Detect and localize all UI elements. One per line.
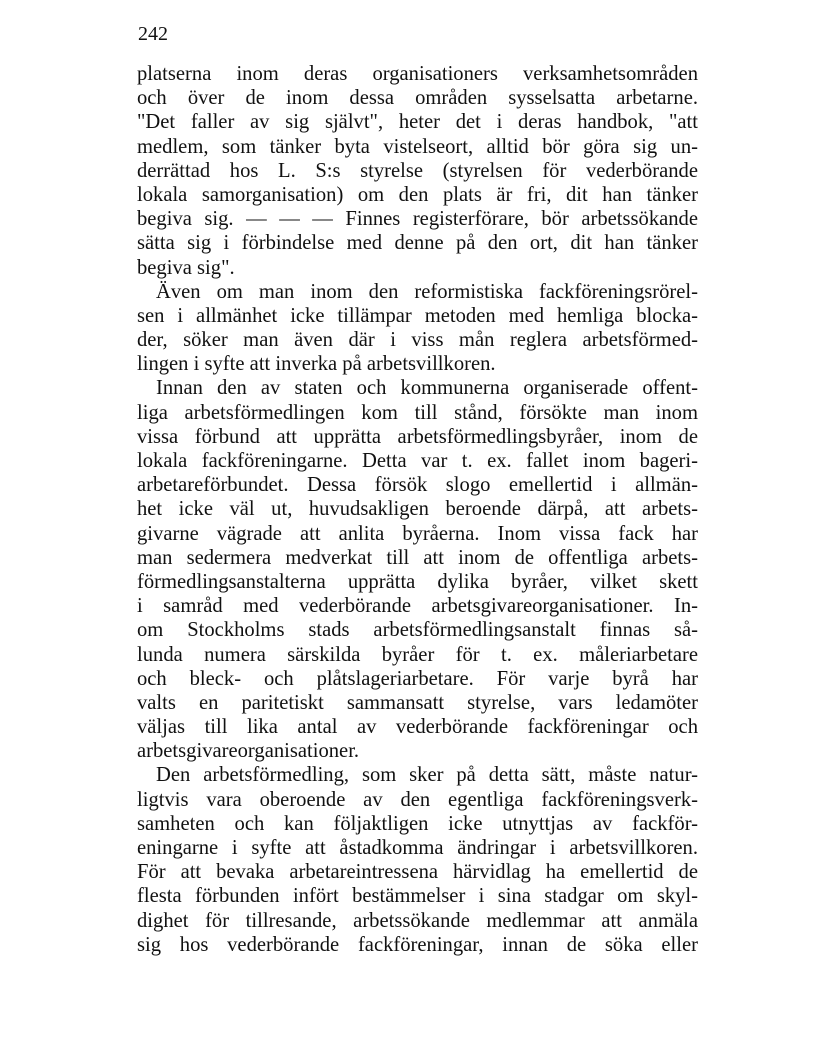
page-number: 242 bbox=[138, 23, 168, 45]
text-line: Även om man inom den reformistiska fackföreningsrörel- bbox=[156, 280, 698, 303]
text-line: om Stockholms stads arbetsförmedlingsanstalt finnas så- bbox=[137, 619, 698, 642]
text-line: flesta förbunden infört bestämmelser i sina stadgar om skyl- bbox=[137, 885, 698, 908]
text-line: sätta sig i förbindelse med denne på den ort, dit han tänker bbox=[137, 232, 698, 255]
text-line: platserna inom deras organisationers verksamhetsområden bbox=[137, 63, 698, 85]
text-line: der, söker man även där i viss mån reglera arbetsförmed- bbox=[137, 329, 698, 352]
text-line: lingen i syfte att inverka på arbetsvillkoren. bbox=[137, 353, 496, 376]
text-line: eningarne i syfte att åstadkomma ändringar i arbetsvillkoren. bbox=[137, 837, 698, 859]
text-line: arbetareförbundet. Dessa försök slogo emellertid i allmän- bbox=[137, 474, 698, 497]
text-line: arbetsgivareorganisationer. bbox=[137, 740, 360, 763]
text-line: förmedlingsanstalterna upprätta dylika byråer, vilket skett bbox=[137, 570, 698, 593]
text-line: derrättad hos L. S:s styrelse (styrelsen för vederbörande bbox=[137, 159, 698, 182]
text-line: sen i allmänhet icke tillämpar metoden med hemliga blocka- bbox=[137, 304, 698, 327]
text-line: "Det faller av sig självt", heter det i deras handbok, "att bbox=[137, 111, 698, 134]
text-line: väljas till lika antal av vederbörande fackföreningar och bbox=[137, 716, 698, 739]
text-line: liga arbetsförmedlingen kom till stånd, försökte man inom bbox=[137, 401, 698, 424]
body-text bbox=[137, 62, 698, 957]
text-line: samheten och kan följaktligen icke utnyttjas av fackför- bbox=[137, 812, 698, 835]
text-line: i samråd med vederbörande arbetsgivareorganisationer. In- bbox=[137, 595, 698, 618]
text-line: vissa förbund att upprätta arbetsförmedlingsbyråer, inom de bbox=[137, 425, 698, 448]
text-line: givarne vägrade att anlita byråerna. Inom vissa fack har bbox=[137, 522, 698, 545]
text-line: och bleck- och plåtslageriarbetare. För varje byrå har bbox=[137, 667, 698, 690]
text-line: dighet för tillresande, arbetssökande medlemmar att anmäla bbox=[137, 909, 698, 932]
text-line: begiva sig. — — — Finnes registerförare, bör arbetssökande bbox=[137, 208, 698, 231]
text-line: lokala samorganisation) om den plats är fri, dit han tänker bbox=[137, 183, 698, 206]
text-line: och över de inom dessa områden sysselsatta arbetarne. bbox=[137, 87, 698, 110]
text-line: lunda numera särskilda byråer för t. ex. måleriarbetare bbox=[137, 643, 698, 666]
text-line: För att bevaka arbetareintressena härvidlag ha emellertid de bbox=[137, 861, 698, 884]
text-line: het icke väl ut, huvudsakligen beroende därpå, att arbets- bbox=[137, 498, 698, 521]
text-line: sig hos vederbörande fackföreningar, innan de söka eller bbox=[137, 933, 698, 956]
text-line: begiva sig". bbox=[137, 256, 235, 279]
text-line: medlem, som tänker byta vistelseort, alltid bör göra sig un- bbox=[137, 135, 698, 158]
text-line: valts en paritetiskt sammansatt styrelse, vars ledamöter bbox=[137, 691, 698, 714]
text-line: lokala fackföreningarne. Detta var t. ex. fallet inom bageri- bbox=[137, 450, 698, 472]
text-line: man sedermera medverkat till att inom de offentliga arbets- bbox=[137, 546, 698, 569]
text-line: Den arbetsförmedling, som sker på detta sätt, måste natur- bbox=[156, 764, 698, 787]
text-line: ligtvis vara oberoende av den egentliga fackföreningsverk- bbox=[137, 788, 698, 811]
text-line: Innan den av staten och kommunerna organiserade offent- bbox=[156, 377, 698, 400]
